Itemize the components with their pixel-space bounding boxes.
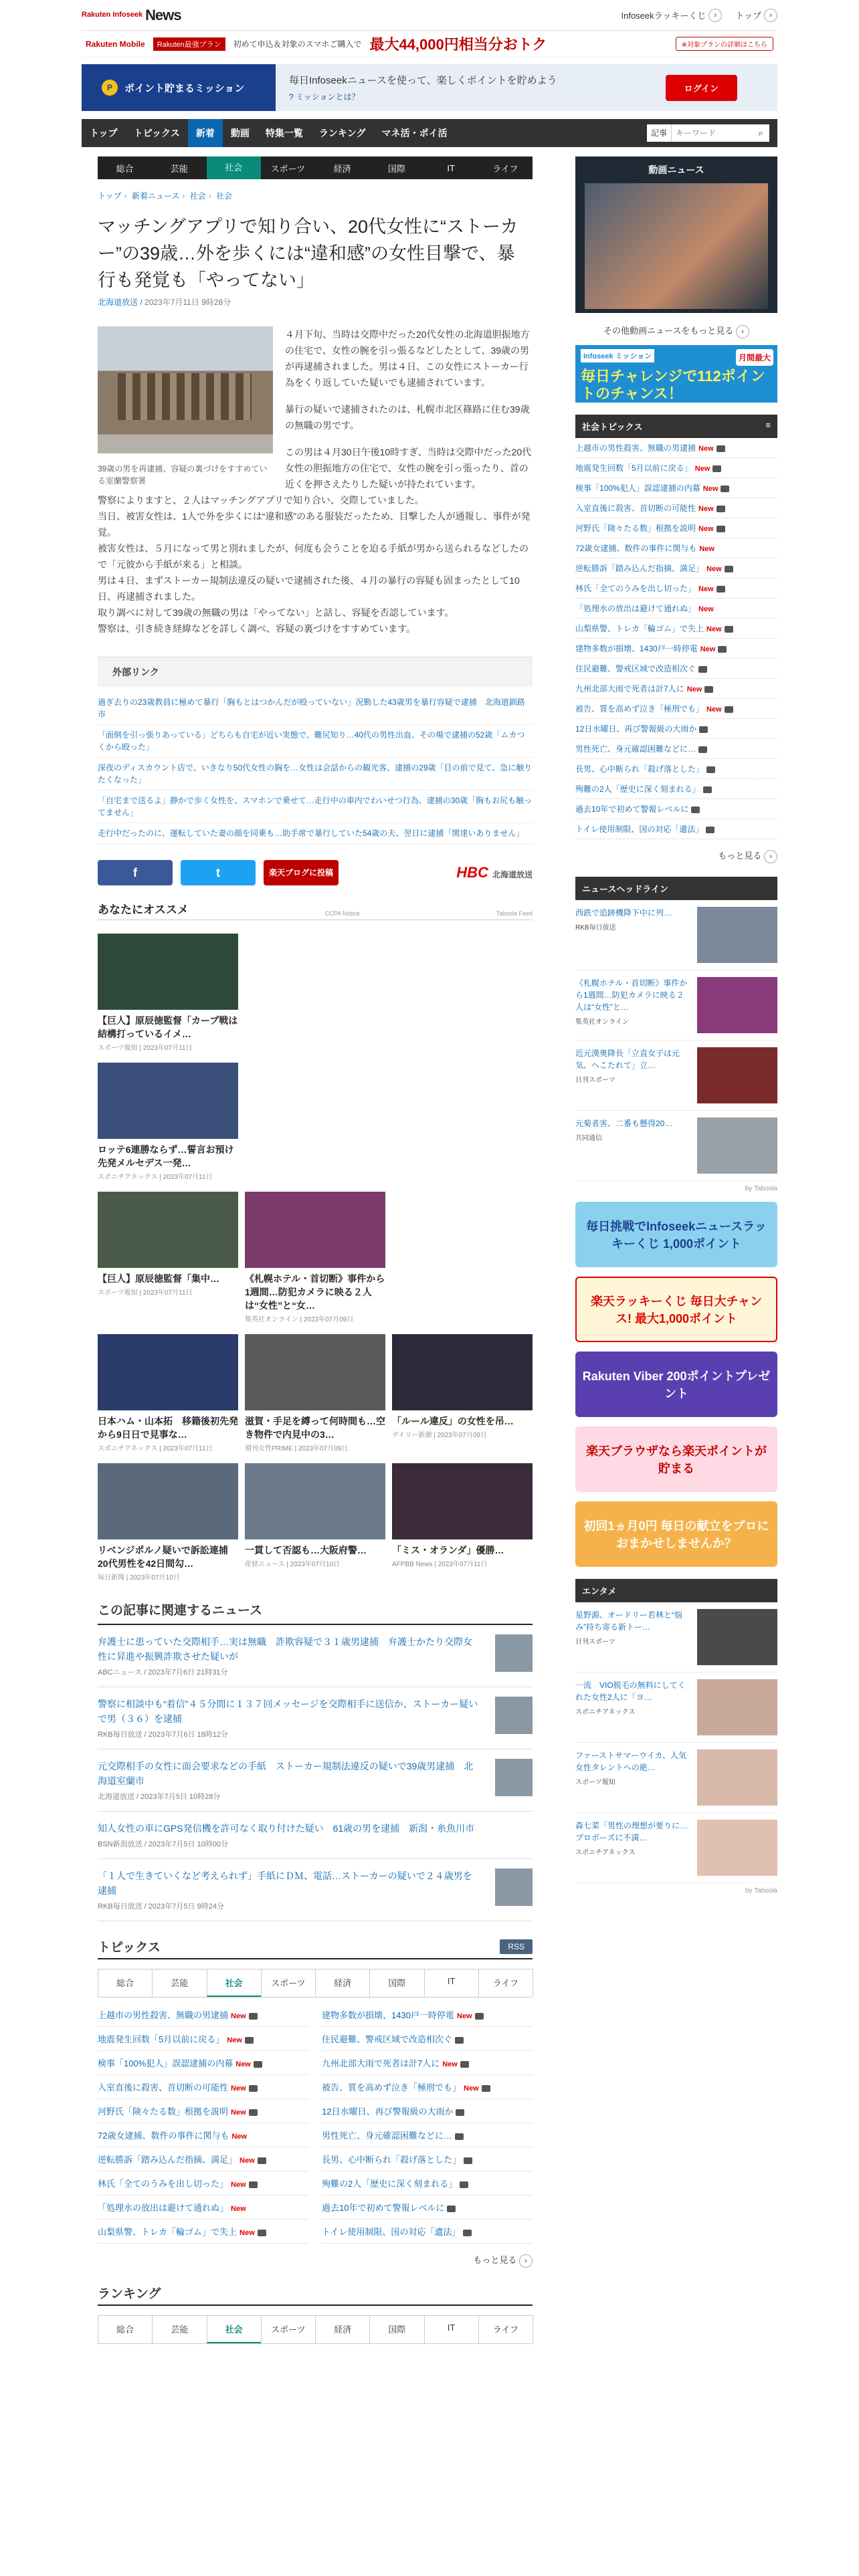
headline-item[interactable]: 元菊者害、二番も懸得20… 共同通信 xyxy=(575,1111,777,1181)
side-topic[interactable]: 殉難の2人「歴史に深く刻まれる」 xyxy=(575,779,777,799)
promo-detail-button[interactable]: ※対象プランの詳細はこちら xyxy=(676,37,773,51)
camera-icon xyxy=(721,486,729,492)
side-topic[interactable]: 72歳女逮捕、数件の事件に関与も New xyxy=(575,538,777,558)
topics-list xyxy=(98,2003,533,2244)
headline-item[interactable]: 近元漢奥降長「立直女子は元気、ヘこたれて」立… 日刊スポーツ xyxy=(575,1041,777,1111)
mission-bar xyxy=(82,64,777,111)
chevron-right-icon: › xyxy=(764,9,777,22)
video-player[interactable] xyxy=(585,183,768,309)
chevron-right-icon: › xyxy=(764,850,777,863)
camera-icon xyxy=(460,2181,468,2188)
cat-international[interactable]: 国際 xyxy=(387,163,405,174)
cat-entertainment[interactable]: 芸能 xyxy=(170,163,188,174)
recommend-card[interactable]: 「ルール違反」の女性を吊… デイリー新潮 | 2023年07月09日 xyxy=(392,1334,533,1453)
ad-banner[interactable]: 毎日挑戦でInfoseekニュースラッキーくじ 1,000ポイント xyxy=(575,1202,777,1267)
side-topic[interactable]: 検事「100%犯人」誤認逮捕の内幕 New xyxy=(575,478,777,498)
entertainment-item[interactable]: 一流 VIO脱毛の無料にしてくれた女性2人に「ヨ… スポニチアネックス xyxy=(575,1673,777,1743)
tab-entertainment[interactable]: 芸能 xyxy=(152,2315,207,2343)
camera-icon xyxy=(698,666,707,673)
related-item[interactable]: 警察に相談中も“着信”４５分間に１３７回メッセージを交際相手に送信か、ストーカー疑いで男（３６）を逮捕 RKB毎日放送 / 2023年7月6日 18時12分 xyxy=(98,1687,533,1749)
topics-section xyxy=(98,1937,533,2268)
mission-help-link[interactable]: ? ミッションとは？ xyxy=(289,92,360,102)
tab-economy[interactable]: 経済 xyxy=(315,1969,370,1997)
topic-item[interactable]: 建物多数が損壊、1430戸一時停電 New xyxy=(322,2003,533,2027)
category-nav xyxy=(98,156,533,179)
related-item[interactable]: 「１人で生きていくなど考えられず」手紙にＤＭ、電話…ストーカーの疑いで２４歳男を逮捕 RKB毎日放送 / 2023年7月5日 9時24分 xyxy=(98,1859,533,1921)
ranking-tabs xyxy=(98,2315,533,2344)
gnav-topics[interactable]: トピックス xyxy=(133,128,180,138)
breadcrumb: トップ › 新着ニュース › 社会 › 社会 xyxy=(98,191,233,201)
side-topic[interactable]: 地震発生回数「5月以前に戻る」 New xyxy=(575,458,777,478)
side-topic[interactable]: 住民避難、警戒区域で改造相次ぐ xyxy=(575,659,777,679)
recommend-card[interactable]: 滋賀・手足を縛って何時間も…空き物件で内見中の3… 週刊女性PRIME | 2023年07月09日 xyxy=(245,1334,385,1453)
external-link[interactable]: 過ぎ去りの23歳教員に極めて暴行「胸もとはつかんだが殴っていない」況勤した43歳男を暴行容疑で逮捕 北海道釧路市 xyxy=(98,692,533,725)
camera-icon xyxy=(455,2133,464,2140)
camera-icon xyxy=(249,2013,258,2020)
main-column xyxy=(82,156,533,2344)
video-news xyxy=(575,156,777,313)
twitter-share-button[interactable]: t xyxy=(181,860,256,885)
topic-item[interactable]: 九州北部大雨で死者は計7人に New xyxy=(322,2051,533,2075)
side-topic[interactable]: 上越市の男性殺害、無職の男逮捕 New xyxy=(575,438,777,458)
entertainment-item[interactable]: 星野源、オードリー若林と“悩み”持ち寄る新トー… 日刊スポーツ xyxy=(575,1602,777,1673)
topic-item[interactable]: 入室直後に殺害、首切断の可能性 New xyxy=(98,2075,308,2099)
camera-icon xyxy=(712,465,721,472)
rss-icon: ≡ xyxy=(765,420,771,430)
tab-sports[interactable]: スポーツ xyxy=(261,2315,316,2343)
camera-icon xyxy=(699,726,708,733)
topic-item[interactable]: 逆転勝訴「踏み込んだ指摘、満足」 New xyxy=(98,2147,308,2171)
camera-icon xyxy=(456,2109,464,2116)
topic-item[interactable]: 長男、心中断られ「殺げ落とした」 xyxy=(322,2147,533,2171)
promo-plan: Rakuten最強プラン xyxy=(153,37,225,51)
logo-brand: Rakuten Infoseek xyxy=(82,11,143,19)
cat-life[interactable]: ライフ xyxy=(492,163,518,174)
topic-item[interactable]: 河野氏「険々たる数」根拠を説明 New xyxy=(98,2099,308,2123)
camera-icon xyxy=(245,2037,254,2044)
gnav-new[interactable]: 新着 xyxy=(188,119,223,147)
side-topic[interactable]: 男性死亡、身元確認困難などに… xyxy=(575,739,777,759)
camera-icon xyxy=(447,2206,456,2212)
camera-icon xyxy=(691,807,700,813)
tab-life[interactable]: ライフ xyxy=(478,2315,533,2343)
tab-life[interactable]: ライフ xyxy=(478,1969,533,1997)
side-topics-title: 社会トピックス ≡ xyxy=(575,415,777,438)
topic-item[interactable]: 地震発生回数「5月以前に戻る」 New xyxy=(98,2027,308,2051)
search-form xyxy=(647,124,769,142)
camera-icon xyxy=(249,2181,258,2188)
photo-caption: 39歳の男を再逮捕、容疑の裏づけをすすめている室蘭警察署 xyxy=(98,464,268,486)
tab-general[interactable]: 総合 xyxy=(98,2315,153,2343)
side-topic[interactable]: 過去10年で初めて警報レベルに xyxy=(575,799,777,819)
camera-icon xyxy=(725,706,733,713)
article-paragraph: 暴行の疑いで逮捕されたのは、札幌市北区篠路に住む39歳の無職の男です。 xyxy=(285,404,530,431)
tab-society[interactable]: 社会 xyxy=(207,1969,262,1997)
external-link[interactable]: 走行中だったのに、運転していた妻の顔を同乗も…助手席で暴行していた54歳の夫、翌日に逮捕「関達いありません」 xyxy=(98,823,533,844)
promo-amount: 最大44,000円相当分おトク xyxy=(369,36,547,53)
topic-item[interactable]: 山梨県警、トレカ「輪ゴム」で失上 New xyxy=(98,2220,308,2244)
article-paragraph: この男は４月30日午後10時すぎ、当時は交際中だった20代女性の胆振地方の住宅で、女性の腕を引っ張ったり、首の近くを押さえたりした疑いが持たれています。 xyxy=(285,447,532,490)
breadcrumb-item[interactable]: 社会 xyxy=(189,191,206,201)
facebook-share-button[interactable]: f xyxy=(98,860,173,885)
camera-icon xyxy=(717,445,725,452)
external-link[interactable]: 「自宅まで送るよ」静かで歩く女性を、スマホンで乗せて…走行中の車内でわいせつ行為、逮捕の30歳「胸もお尻も触ってません」 xyxy=(98,790,533,823)
rakuten-blog-button[interactable]: 楽天ブログに投稿 xyxy=(264,860,339,885)
rss-button[interactable]: RSS xyxy=(500,1939,533,1954)
entertainment-item[interactable]: 森七菜「男性の理想が要りに…プロボーズに不満… スポニチアネックス xyxy=(575,1813,777,1883)
camera-icon xyxy=(482,2085,490,2092)
topic-item[interactable]: 男性死亡、身元確認困難などに… xyxy=(322,2123,533,2147)
tab-general[interactable]: 総合 xyxy=(98,1969,153,1997)
camera-icon xyxy=(717,506,725,512)
related-news xyxy=(98,1600,533,1921)
entertainment-title: エンタメ xyxy=(575,1579,777,1602)
mission-banner[interactable]: Infoseek ミッション 毎日チャレンジで112ポイントのチャンス！ 月間最大 xyxy=(575,345,777,403)
tab-international[interactable]: 国際 xyxy=(369,2315,424,2343)
article-body xyxy=(98,326,533,637)
headline-item[interactable]: 《札幌ホテル・首切断》事件から1週間…防犯カメラに映る２人は“女性”と… 集英社オンライン xyxy=(575,970,777,1041)
hbc-logo: HBC 北海道放送 xyxy=(456,864,533,881)
tab-it[interactable]: IT xyxy=(424,2315,479,2343)
gnav-top[interactable]: トップ xyxy=(90,128,118,138)
side-topic[interactable]: 林氏「全てのうみを出し切った」 New xyxy=(575,578,777,599)
ad-banner[interactable]: 楽天ラッキーくじ 毎日大チャンス! 最大1,000ポイント xyxy=(575,1277,777,1342)
tab-it[interactable]: IT xyxy=(424,1969,479,1997)
topic-item[interactable]: 過去10年で初めて警報レベルに xyxy=(322,2195,533,2220)
promo-text: 初めて申込＆対象のスマホご購入で xyxy=(233,39,362,49)
article-date: 2023年7月11日 9時28分 xyxy=(145,298,231,307)
gnav-video[interactable]: 動画 xyxy=(230,128,250,138)
taboola-credit[interactable]: by Taboola xyxy=(745,1185,777,1192)
breadcrumb-item[interactable]: 新着ニュース xyxy=(131,191,180,201)
recommend-card[interactable]: 《札幌ホテル・首切断》事件から1週間…防犯カメラに映る２人は“女性”と“女… 集英社オンライン | 2023年07月09日 xyxy=(245,1192,385,1323)
recommend-header xyxy=(98,900,533,920)
external-links xyxy=(98,657,533,844)
headline-item[interactable]: 西鉄で追跡機降下中に列… RKB毎日放送 xyxy=(575,900,777,970)
search-select[interactable]: 記事 xyxy=(647,124,672,142)
promo-mobile: Rakuten Mobile xyxy=(86,39,145,49)
related-item[interactable]: 弁護士に患っていた交際相手…実は無職 詐欺容疑で３１歳男逮捕 弁護士かたり交際女性に昇進や振興詐欺させた疑いが ABCニュース / 2023年7月6日 21時31分 xyxy=(98,1625,533,1687)
article-source: 北海道放送 / 2023年7月11日 9時28分 xyxy=(98,298,231,307)
camera-icon xyxy=(464,2157,472,2164)
side-topic[interactable]: 逆転勝訴「踏み込んだ指摘、満足」 New xyxy=(575,558,777,578)
article-paragraph: 男は４日、まずストーカー規制法違反の疑いで逮捕された後、４月の暴行の容疑も固まったとして10日、再逮捕されました。 xyxy=(98,575,520,602)
side-topic[interactable]: 入室直後に殺害、首切断の可能性 New xyxy=(575,498,777,518)
login-button[interactable]: ログイン xyxy=(666,75,737,101)
chevron-right-icon: › xyxy=(519,2254,533,2268)
top-link[interactable]: トップ › xyxy=(735,9,777,22)
tab-society[interactable]: 社会 xyxy=(207,2315,262,2343)
headline-title: ニュースヘッドライン xyxy=(575,877,777,900)
camera-icon xyxy=(706,766,715,773)
recommend-card[interactable]: 【巨人】原辰徳監督「集中… スポーツ報知 | 2023年07月11日 xyxy=(98,1192,238,1323)
article-figure xyxy=(98,326,273,487)
cat-it[interactable]: IT xyxy=(447,163,455,173)
gnav-features[interactable]: 特集一覧 xyxy=(265,128,303,138)
article-paragraph: 被害女性は、５月になって男と別れましたが、何度も会うことを迫る手紙が男から送られるなどしたので「元彼から手紙が来る」と相談。 xyxy=(98,543,529,570)
side-topic[interactable]: 山梨県警、トレカ「輪ゴム」で失上 New xyxy=(575,619,777,639)
chevron-right-icon: › xyxy=(708,9,722,22)
article-paragraph: 警察によりますと、２人はマッチングアプリで知り合い、交際していました。 xyxy=(98,495,424,506)
side-topic[interactable]: 河野氏「険々たる数」根拠を説明 New xyxy=(575,518,777,538)
ranking-section xyxy=(98,2284,533,2344)
site-header xyxy=(82,0,777,31)
camera-icon xyxy=(249,2109,258,2116)
tab-international[interactable]: 国際 xyxy=(369,1969,424,1997)
side-topics-more[interactable]: もっと見る › xyxy=(575,849,777,863)
side-topic[interactable]: 建物多数が損壊、1430戸一時停電 New xyxy=(575,639,777,659)
ccpa-notice[interactable]: CCPA Notice xyxy=(324,910,360,917)
ad-banner[interactable]: 楽天ブラウザなら楽天ポイントが貯まる xyxy=(575,1426,777,1492)
recommend-grid xyxy=(98,934,533,1582)
recommend-card[interactable]: ロッテ6連勝ならず…誓言お預け 先発メルセデス一発… スポニチアネックス | 2023年07月11日 xyxy=(98,1063,238,1181)
side-topic[interactable]: 12日水曜日、再び警報級の大雨か xyxy=(575,719,777,739)
related-item[interactable]: 元交際相手の女性に面会要求などの手紙 ストーカー規制法違反の疑いで39歳男逮捕 北海道室蘭市 北海道放送 / 2023年7月5日 10時28分 xyxy=(98,1749,533,1812)
gnav-ranking[interactable]: ランキング xyxy=(318,128,366,138)
side-topic[interactable]: 九州北部大雨で死者は計7人に New xyxy=(575,679,777,699)
tab-economy[interactable]: 経済 xyxy=(315,2315,370,2343)
article-title: マッチングアプリで知り合い、20代女性に“ストーカー”の39歳…外を歩くには“違和感”の女性目撃で、暴行も発覚も「やってない」 xyxy=(98,217,518,290)
taboola-feed[interactable]: Taboola Feed xyxy=(496,910,533,917)
camera-icon xyxy=(475,2013,484,2020)
article-paragraph: ４月下旬、当時は交際中だった20代女性の北海道胆振地方の住宅で、女性の腕を引っ張るなどしたとして、39歳の男が再逮捕されました。男は４日、この女性にストーカー行為をくり返していた疑いでも逮捕されています。 xyxy=(285,329,530,388)
related-item[interactable]: 知人女性の車にGPS発信機を許可なく取り付けた疑い 61歳の男を逮捕 新潟・糸魚川市 BSN新潟放送 / 2023年7月5日 10時00分 xyxy=(98,1812,533,1859)
article-paragraph: 取り調べに対して39歳の無職の男は「やってない」と話し、容疑を否認しています。 xyxy=(98,607,454,618)
promo-banner[interactable] xyxy=(82,31,777,58)
external-link[interactable]: 深夜のディスカウント店で、いきなり50代女性の胸を…女性は会話からの観光客、逮捕の29歳「目の前で見て、急に触りたくなった」 xyxy=(98,758,533,790)
camera-icon xyxy=(704,686,713,693)
side-topic[interactable]: トイレ使用制限、国の対応「遺法」 xyxy=(575,819,777,839)
side-topic[interactable]: 長男、心中断られ「殺げ落とした」 xyxy=(575,759,777,779)
share-bar xyxy=(98,860,533,885)
related-title: この記事に関連するニュース xyxy=(98,1600,533,1625)
recommend-card[interactable]: リベンジポルノ疑いで訴訟連捕 20代男性を42日間勾… 毎日新聞 | 2023年07月10日 xyxy=(98,1463,238,1582)
recommend-card[interactable]: 「ミス・オランダ」優勝… AFPBB News | 2023年07月11日 xyxy=(392,1463,533,1582)
chevron-right-icon: › xyxy=(736,325,749,338)
article-photo[interactable] xyxy=(98,326,273,453)
sidebar xyxy=(575,156,777,2344)
global-nav xyxy=(82,119,777,147)
camera-icon xyxy=(254,2061,262,2068)
cat-sports[interactable]: スポーツ xyxy=(270,163,306,174)
ad-banner[interactable]: Rakuten Viber 200ポイントプレゼント xyxy=(575,1352,777,1417)
tab-sports[interactable]: スポーツ xyxy=(261,1969,316,1997)
article-paragraph: 警察は、引き続き経緯などを詳しく調べ、容疑の裏づけをすすめています。 xyxy=(98,623,416,634)
cat-economy[interactable]: 経済 xyxy=(333,163,351,174)
camera-icon xyxy=(718,646,727,653)
camera-icon xyxy=(249,2085,258,2092)
side-topic[interactable]: 被告、質を高めず泣き「極刑でも」 New xyxy=(575,699,777,719)
topic-item[interactable]: 12日水曜日、再び警報級の大雨か xyxy=(322,2099,533,2123)
topics-more-link[interactable]: もっと見る › xyxy=(98,2253,533,2268)
ranking-title: ランキング xyxy=(98,2287,161,2301)
topic-item[interactable]: 林氏「全てのうみを出し切った」 New xyxy=(98,2171,308,2195)
side-topics-list xyxy=(575,438,777,839)
taboola-credit[interactable]: by Taboola xyxy=(745,1887,777,1895)
mission-text: 毎日Infoseekニュースを使って、楽しくポイントを貯めよう xyxy=(289,75,557,86)
topic-item[interactable]: 「処理水の放出は避けて通れぬ」 New xyxy=(98,2195,308,2220)
cat-general[interactable]: 総合 xyxy=(116,163,134,174)
topic-item[interactable]: 上越市の男性殺害、無職の男逮捕 New xyxy=(98,2003,308,2027)
mission-label[interactable]: P ポイント貯まるミッション xyxy=(82,64,276,111)
external-link[interactable]: 「面倒を引っ張りあっている」どちらも自宅が近い実態で、難尻知り…40代の男性出血、その場で逮捕の52歳「ムカつくから殴った」 xyxy=(98,725,533,758)
topics-tabs xyxy=(98,1969,533,1998)
camera-icon xyxy=(460,2061,469,2068)
coin-icon: P xyxy=(102,80,118,96)
lucky-kuji-link[interactable]: Infoseekラッキーくじ › xyxy=(621,9,722,22)
topic-item[interactable]: 殉難の2人「歴史に深く刻まれる」 xyxy=(322,2171,533,2195)
logo-news: News xyxy=(145,6,181,23)
breadcrumb-item[interactable]: トップ xyxy=(98,191,122,201)
search-icon[interactable]: ⌕ xyxy=(752,124,769,142)
camera-icon xyxy=(258,2230,266,2236)
camera-icon xyxy=(706,827,714,833)
gnav-money[interactable]: マネ活・ポイ活 xyxy=(381,128,448,138)
camera-icon xyxy=(717,586,725,593)
video-more-link[interactable]: その他動画ニュースをもっと見る › xyxy=(575,313,777,345)
article-paragraph: 当日、被害女性は、1人で外を歩くには“違和感”のある服装だったため、目撃した人が通報し、事件が発覚。 xyxy=(98,511,531,538)
topic-item[interactable]: 被告、質を高めず泣き「極刑でも」 New xyxy=(322,2075,533,2099)
topic-item[interactable]: トイレ使用制限、国の対応「遺法」 xyxy=(322,2220,533,2244)
camera-icon xyxy=(703,786,712,793)
camera-icon xyxy=(258,2157,266,2164)
recommend-title: あなたにオススメ xyxy=(98,903,189,916)
search-input[interactable] xyxy=(672,124,752,142)
tab-entertainment[interactable]: 芸能 xyxy=(152,1969,207,1997)
recommend-card[interactable]: 日本ハム・山本拓 移籍後初先発から9日日で見事な… スポニチアネックス | 2023年07月11日 xyxy=(98,1334,238,1453)
topic-item[interactable]: 検事「100%犯人」誤認逮捕の内幕 New xyxy=(98,2051,308,2075)
camera-icon xyxy=(725,626,733,633)
cat-society[interactable]: 社会 xyxy=(207,156,261,179)
side-topic[interactable]: 「処理水の放出は避けて通れぬ」 New xyxy=(575,599,777,619)
breadcrumb-item[interactable]: 社会 xyxy=(216,191,233,201)
topic-item[interactable]: 住民避難、警戒区域で改造相次ぐ xyxy=(322,2027,533,2051)
external-links-title: 外部リンク xyxy=(98,657,533,687)
recommend-card[interactable]: 一貫して否認も…大阪府警… 産経ニュース | 2023年07月10日 xyxy=(245,1463,385,1582)
camera-icon xyxy=(717,526,725,532)
camera-icon xyxy=(725,566,733,572)
entertainment-item[interactable]: ファーストサマーウイカ、人気女性タレントへの絶… スポーツ報知 xyxy=(575,1743,777,1813)
topics-title: トピックス xyxy=(98,1941,161,1955)
recommend-card[interactable]: 【巨人】原辰徳監督「カープ戦は結構打っているイメ… スポーツ報知 | 2023年07月11日 xyxy=(98,934,238,1052)
topic-item[interactable]: 72歳女逮捕、数件の事件に関与も New xyxy=(98,2123,308,2147)
site-logo[interactable] xyxy=(82,7,181,24)
ad-banner[interactable]: 初回1ヵ月0円 毎日の献立をプロにおまかせしませんか？ xyxy=(575,1501,777,1567)
camera-icon xyxy=(698,746,707,753)
camera-icon xyxy=(463,2230,472,2236)
video-title: 動画ニュース xyxy=(648,165,704,175)
camera-icon xyxy=(455,2037,464,2044)
